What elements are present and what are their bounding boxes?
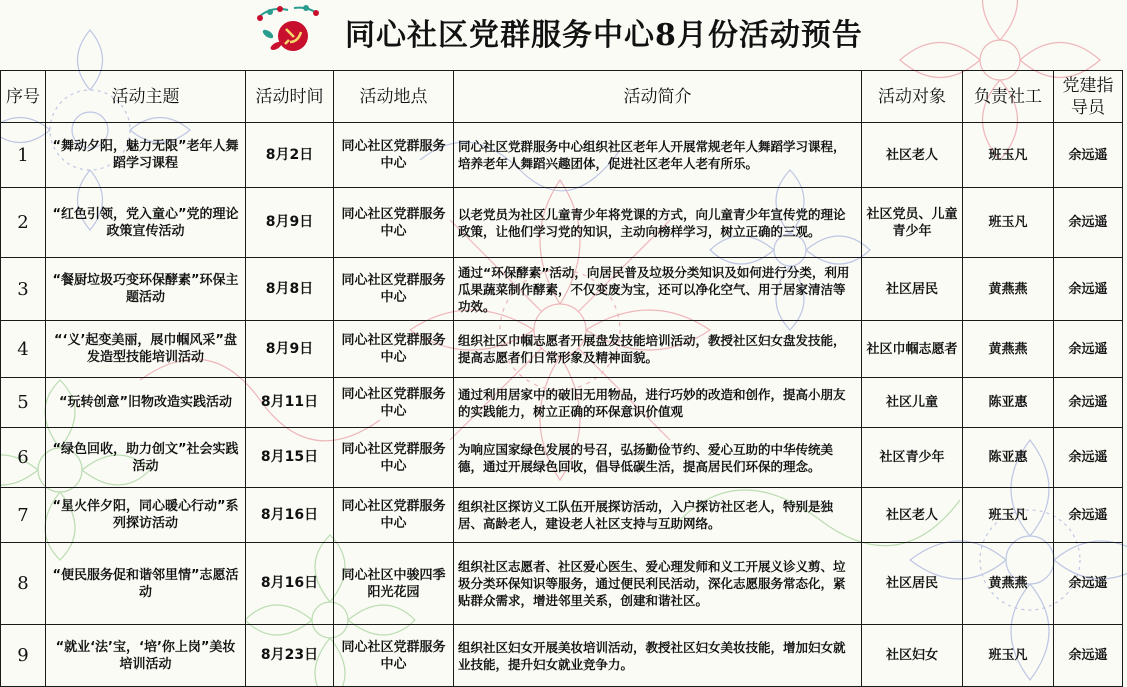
cell-theme: “舞动夕阳，魅力无限”老年人舞蹈学习课程 [46, 123, 246, 188]
cell-summary: 组织社区巾帼志愿者开展盘发技能培训活动，教授社区妇女盘发技能，提高志愿者们日常形象及精神面貌。 [454, 321, 862, 378]
cell-summary: 组织社区妇女开展美妆培训活动，教授社区妇女美妆技能，增加妇女就业技能，提升妇女就业竞争力。 [454, 625, 862, 687]
cell-worker: 黄燕燕 [963, 543, 1054, 625]
cell-summary: 同心社区党群服务中心组织社区老年人开展常规老年人舞蹈学习课程，培养老年人舞蹈兴趣团体，促进社区老年人老有所乐。 [454, 123, 862, 188]
cell-worker: 班玉凡 [963, 123, 1054, 188]
cell-date: 8月11日 [246, 378, 334, 428]
cell-target: 社区青少年 [862, 428, 963, 488]
cell-place: 同心社区党群服务中心 [334, 625, 454, 687]
cell-guide: 余远遥 [1054, 543, 1123, 625]
page-title: 同心社区党群服务中心8月份活动预告 [345, 18, 863, 53]
cell-place: 同心社区党群服务中心 [334, 321, 454, 378]
cell-worker: 黄燕燕 [963, 258, 1054, 321]
table-row [1, 321, 1123, 378]
cell-summary: 为响应国家绿色发展的号召，弘扬勤俭节约、爱心互助的中华传统美德，通过开展绿色回收，倡导低碳生活，提高居民们环保的理念。 [454, 428, 862, 488]
cell-place: 同心社区党群服务中心 [334, 488, 454, 543]
cell-worker: 陈亚惠 [963, 428, 1054, 488]
cell-target: 社区居民 [862, 258, 963, 321]
cell-guide: 余远遥 [1054, 321, 1123, 378]
cell-place: 同心社区党群服务中心 [334, 258, 454, 321]
cell-index: 8 [1, 543, 46, 625]
cell-place: 同心社区党群服务中心 [334, 378, 454, 428]
cell-index: 3 [1, 258, 46, 321]
table-header-row [1, 71, 1123, 123]
cell-theme: “星火伴夕阳，同心暖心行动”系列探访活动 [46, 488, 246, 543]
cell-place: 同心社区党群服务中心 [334, 188, 454, 258]
activity-schedule-table [0, 70, 1123, 687]
cell-guide: 余远遥 [1054, 488, 1123, 543]
header-index: 序号 [1, 71, 46, 123]
cell-summary: 通过利用居家中的破旧无用物品，进行巧妙的改造和创作，提高小朋友的实践能力，树立正确的环保意识价值观 [454, 378, 862, 428]
cell-worker: 黄燕燕 [963, 321, 1054, 378]
cell-index: 5 [1, 378, 46, 428]
header-summary: 活动简介 [454, 71, 862, 123]
cell-theme: “绿色回收，助力创文”社会实践活动 [46, 428, 246, 488]
cell-index: 4 [1, 321, 46, 378]
cell-target: 社区老人 [862, 123, 963, 188]
cell-guide: 余远遥 [1054, 123, 1123, 188]
cell-date: 8月8日 [246, 258, 334, 321]
cell-date: 8月2日 [246, 123, 334, 188]
cell-target: 社区居民 [862, 543, 963, 625]
cell-place: 同心社区中骏四季阳光花园 [334, 543, 454, 625]
cell-place: 同心社区党群服务中心 [334, 123, 454, 188]
cell-worker: 班玉凡 [963, 625, 1054, 687]
cell-theme: “‘义’起变美丽，展巾帼风采”盘发造型技能培训活动 [46, 321, 246, 378]
table-row [1, 258, 1123, 321]
header-guide: 党建指导员 [1054, 71, 1123, 123]
cell-target: 社区老人 [862, 488, 963, 543]
table-row [1, 543, 1123, 625]
cell-worker: 班玉凡 [963, 488, 1054, 543]
header-date: 活动时间 [246, 71, 334, 123]
cell-guide: 余远遥 [1054, 378, 1123, 428]
cell-theme: “玩转创意”旧物改造实践活动 [46, 378, 246, 428]
cell-guide: 余远遥 [1054, 625, 1123, 687]
cell-guide: 余远遥 [1054, 188, 1123, 258]
cell-index: 1 [1, 123, 46, 188]
cell-date: 8月15日 [246, 428, 334, 488]
cell-date: 8月9日 [246, 188, 334, 258]
cell-theme: “就业‘法’宝，‘培’你上岗”美妆培训活动 [46, 625, 246, 687]
table-row [1, 625, 1123, 687]
cell-theme: “餐厨垃圾巧变环保酵素”环保主题活动 [46, 258, 246, 321]
cell-index: 7 [1, 488, 46, 543]
header-worker: 负责社工 [963, 71, 1054, 123]
cell-date: 8月16日 [246, 543, 334, 625]
cell-target: 社区党员、儿童青少年 [862, 188, 963, 258]
cell-target: 社区儿童 [862, 378, 963, 428]
cell-worker: 班玉凡 [963, 188, 1054, 258]
cell-target: 社区巾帼志愿者 [862, 321, 963, 378]
table-row [1, 428, 1123, 488]
cell-summary: 通过“环保酵素”活动，向居民普及垃圾分类知识及如何进行分类，利用瓜果蔬菜制作酵素，不仅变废为宝，还可以净化空气、用于居家清洁等功效。 [454, 258, 862, 321]
cell-index: 9 [1, 625, 46, 687]
cell-date: 8月23日 [246, 625, 334, 687]
header-target: 活动对象 [862, 71, 963, 123]
cell-index: 2 [1, 188, 46, 258]
table-row [1, 123, 1123, 188]
cell-summary: 组织社区志愿者、社区爱心医生、爱心理发师和义工开展义诊义剪、垃圾分类环保知识等服务，通过便民利民活动，深化志愿服务常态化，紧贴群众需求，增进邻里关系，创建和谐社区。 [454, 543, 862, 625]
cell-index: 6 [1, 428, 46, 488]
cell-guide: 余远遥 [1054, 258, 1123, 321]
cell-target: 社区妇女 [862, 625, 963, 687]
cell-guide: 余远遥 [1054, 428, 1123, 488]
table-row [1, 188, 1123, 258]
cell-place: 同心社区党群服务中心 [334, 428, 454, 488]
cell-theme: “红色引领，党入童心”党的理论政策宣传活动 [46, 188, 246, 258]
cell-date: 8月16日 [246, 488, 334, 543]
cell-summary: 以老党员为社区儿童青少年将党课的方式，向儿童青少年宣传党的理论政策，让他们学习党的知识，主动向榜样学习，树立正确的三观。 [454, 188, 862, 258]
table-row [1, 488, 1123, 543]
header-place: 活动地点 [334, 71, 454, 123]
cell-worker: 陈亚惠 [963, 378, 1054, 428]
party-emblem-logo [248, 4, 338, 66]
cell-theme: “便民服务促和谐邻里情”志愿活动 [46, 543, 246, 625]
cell-summary: 组织社区探访义工队伍开展探访活动，入户探访社区老人，特别是独居、高龄老人，建设老人社区支持与互助网络。 [454, 488, 862, 543]
header-theme: 活动主题 [46, 71, 246, 123]
table-row [1, 378, 1123, 428]
cell-date: 8月9日 [246, 321, 334, 378]
